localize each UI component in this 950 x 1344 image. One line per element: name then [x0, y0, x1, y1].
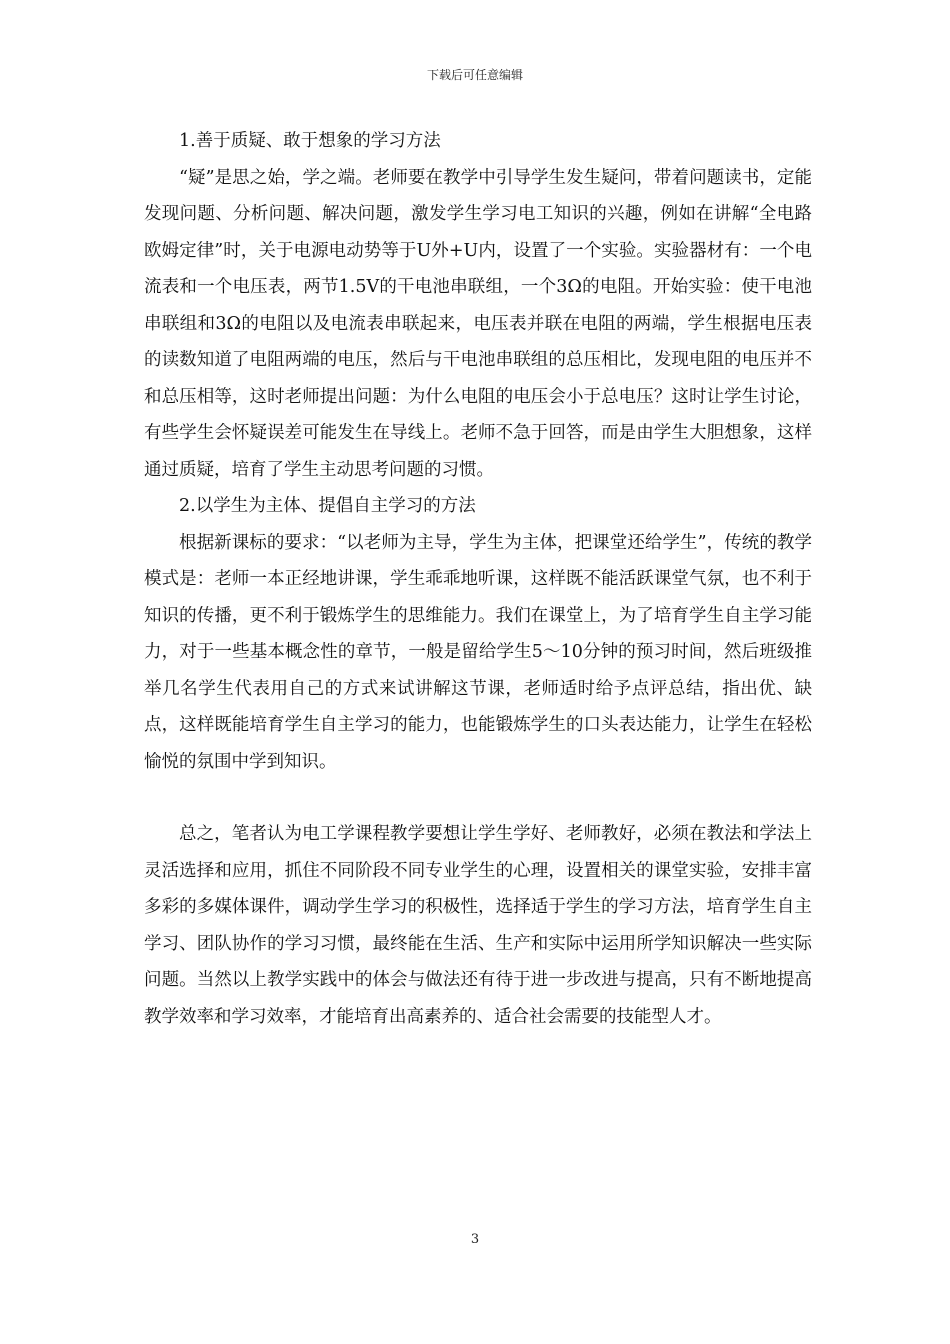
conclusion-paragraph: 总之，笔者认为电工学课程教学要想让学生学好、老师教好，必须在教法和学法上灵活选择和应用，抓住不同阶段不同专业学生的心理，设置相关的课堂实验，安排丰富多彩的多媒体课件，调动学生学习的积极性，选择适于学生的学习方法，培育学生自主学习、团队协作的学习习惯，最终能在生活、生产和实际中运用所学知识解决一些实际问题。当然以上教学实践中的体会与做法还有待于进一步改进与提高，只有不断地提高教学效率和学习效率，才能培育出高素养的、适合社会需要的技能型人才。: [144, 824, 812, 1027]
page-content: [144, 123, 812, 1035]
page-header: 下载后可任意编辑: [426, 68, 523, 82]
paragraph-1: “疑”是思之始，学之端。老师要在教学中引导学生发生疑问，带着问题读书，定能发现问题、分析问题、解决问题，激发学生学习电工知识的兴趣，例如在讲解“全电路欧姆定律”时，关于电源电动势等于U外+U内，设置了一个实验。实验器材有：一个电流表和一个电压表，两节1.5V的干电池串联组，一个3Ω的电阻。开始实验：使干电池串联组和3Ω的电阻以及电流表串联起来，电压表并联在电阻的两端，学生根据电压表的读数知道了电阻两端的电压，然后与干电池串联组的总压相比，发现电阻的电压并不和总压相等，这时老师提出问题：为什么电阻的电压会小于总电压？这时让学生讨论，有些学生会怀疑误差可能发生在导线上。老师不急于回答，而是由学生大胆想象，这样通过质疑，培育了学生主动思考问题的习惯。: [144, 167, 812, 480]
page-number: 3: [470, 1232, 480, 1247]
paragraph-2: 根据新课标的要求：“以老师为主导，学生为主体，把课堂还给学生”，传统的教学模式是：老师一本正经地讲课，学生乖乖地听课，这样既不能活跃课堂气氛，也不利于知识的传播，更不利于锻炼学生的思维能力。我们在课堂上，为了培育学生自主学习能力，对于一些基本概念性的章节，一般是留给学生5～10分钟的预习时间，然后班级推举几名学生代表用自己的方式来试讲解这节课，老师适时给予点评总结，指出优、缺点，这样既能培育学生自主学习的能力，也能锻炼学生的口头表达能力，让学生在轻松愉悦的氛围中学到知识。: [144, 532, 812, 772]
section-heading-2: 2.以学生为主体、提倡自主学习的方法: [179, 496, 476, 516]
paragraph-gap: [144, 780, 812, 816]
section-heading-1: 1.善于质疑、敢于想象的学习方法: [179, 131, 441, 151]
